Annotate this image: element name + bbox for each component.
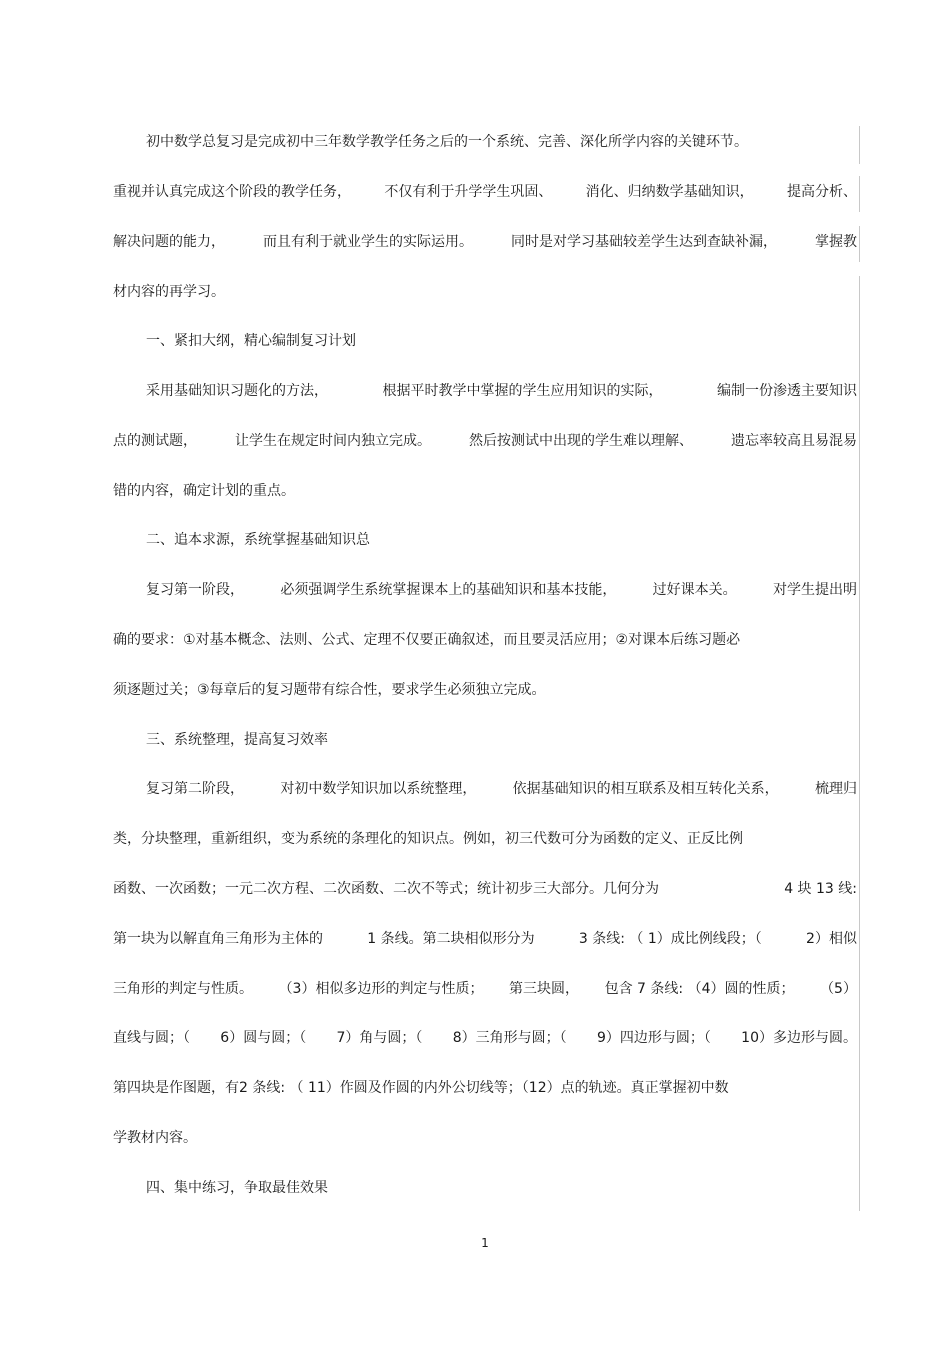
text-segment: 2 条线: （ 11）作圆及作圆的内外公切线等；（: [239, 1080, 529, 1096]
text-segment: 对初中数学知识加以系统整理，: [280, 781, 477, 797]
text-segment: 重视并认真完成这个阶段的教学任务，: [113, 184, 351, 200]
text-segment: 解决问题的能力，: [113, 234, 225, 250]
text-line: [113, 927, 857, 951]
text-line: [146, 777, 857, 801]
text-line: [146, 578, 857, 602]
text-segment: 复习第一阶段，: [146, 582, 244, 598]
text-segment: 梳理归: [814, 781, 857, 797]
text-line: [113, 429, 857, 453]
text-segment: （3）相似多边形的判定与性质；: [278, 981, 484, 997]
text-line: [146, 728, 857, 752]
text-segment: 第三块圆，: [509, 981, 580, 997]
margin-rule: [859, 226, 860, 262]
text-segment: 对学生提出明: [772, 582, 857, 598]
text-line: [113, 827, 857, 851]
text-segment: 10）多边形与圆。: [741, 1030, 857, 1046]
text-segment: 直线与圆；（: [113, 1030, 190, 1046]
text-segment: 让学生在规定时间内独立完成。: [235, 433, 431, 449]
text-segment: 错的内容，确定计划的重点。: [113, 483, 295, 499]
text-segment: 一、紧扣大纲，精心编制复习计划: [146, 333, 356, 349]
text-segment: 材内容的再学习。: [113, 284, 225, 300]
text-line: [113, 1126, 857, 1150]
text-segment: 确的要求：①对基本概念、法则、公式、定理不仅要正确叙述，而且要灵活应用；②对课本后练习题必: [113, 632, 741, 648]
text-segment: 四、集中练习，争取最佳效果: [146, 1180, 328, 1196]
text-segment: 3 条线: （ 1）成比例线段；（: [578, 931, 762, 947]
text-segment: 点的测试题，: [113, 433, 197, 449]
text-segment: 提高分析、: [786, 184, 857, 200]
text-segment: 然后按测试中出现的学生难以理解、: [469, 433, 693, 449]
text-segment: 学教材内容。: [113, 1130, 197, 1146]
text-segment: 而且有利于就业学生的实际运用。: [263, 234, 473, 250]
text-segment: 过好课本关。: [652, 582, 737, 598]
text-line: [113, 628, 857, 652]
text-segment: 包含 7 条线: （4）圆的性质；: [604, 981, 795, 997]
text-segment: （5）: [820, 981, 857, 997]
text-segment: 必须强调学生系统掌握课本上的基础知识和基本技能，: [280, 582, 617, 598]
text-line: [146, 329, 857, 353]
text-segment: 依据基础知识的相互联系及相互转化关系，: [512, 781, 779, 797]
text-segment: 初中数学总复习是完成初中三年数学教学任务之后的一个系统、完善、深化所学内容的关键环节。: [146, 134, 748, 150]
text-segment: 9）四边形与圆；（: [596, 1030, 711, 1046]
text-line: [113, 230, 857, 254]
text-segment: 二、追本求源，系统掌握基础知识总: [146, 532, 370, 548]
margin-rule: [859, 276, 860, 1211]
text-line: [146, 1176, 857, 1200]
text-segment: 三角形的判定与性质。: [113, 981, 253, 997]
text-segment: 2）相似: [806, 931, 857, 947]
text-segment: 1 条线。第二块相似形分为: [367, 931, 535, 947]
text-segment: 第四块是作图题，有: [113, 1080, 239, 1096]
text-line: [113, 877, 857, 901]
text-segment: 12）点的轨迹。真正掌握初中数: [528, 1080, 729, 1096]
margin-rule: [859, 176, 860, 212]
text-segment: 6）圆与圆；（: [220, 1030, 307, 1046]
text-line: [113, 1076, 857, 1100]
text-segment: 遗忘率较高且易混易: [731, 433, 857, 449]
text-line: [113, 280, 857, 304]
text-line: [113, 977, 857, 1001]
page-number: 1: [481, 1236, 489, 1250]
text-line: [113, 479, 857, 503]
text-segment: 编制一份渗透主要知识: [717, 383, 857, 399]
text-line: [113, 678, 857, 702]
text-segment: 须逐题过关；③每章后的复习题带有综合性，要求学生必须独立完成。: [113, 682, 546, 698]
margin-rule: [859, 126, 860, 164]
text-segment: 8）三角形与圆；（: [452, 1030, 567, 1046]
text-segment: 4 块 13 线:: [784, 881, 857, 897]
text-segment: 掌握教: [815, 234, 857, 250]
text-segment: 复习第二阶段，: [146, 781, 244, 797]
text-line: [113, 1026, 857, 1050]
text-segment: 函数、一次函数；一元二次方程、二次函数、二次不等式；统计初步三大部分。几何分为: [113, 881, 659, 897]
text-segment: 采用基础知识习题化的方法，: [146, 383, 328, 399]
text-segment: 同时是对学习基础较差学生达到查缺补漏，: [511, 234, 777, 250]
text-line: [146, 528, 857, 552]
text-segment: 三、系统整理，提高复习效率: [146, 732, 328, 748]
text-segment: 类，分块整理，重新组织，变为系统的条理化的知识点。例如，初三代数可分为函数的定义、正反比例: [113, 831, 743, 847]
text-segment: 消化、归纳数学基础知识，: [585, 184, 754, 200]
text-segment: 根据平时教学中掌握的学生应用知识的实际，: [382, 383, 663, 399]
text-line: [146, 379, 857, 403]
text-segment: 第一块为以解直角三角形为主体的: [113, 931, 323, 947]
text-line: [113, 180, 857, 204]
text-segment: 不仅有利于升学学生巩固、: [384, 184, 553, 200]
text-segment: 7）角与圆；（: [336, 1030, 423, 1046]
text-line: [146, 130, 857, 154]
